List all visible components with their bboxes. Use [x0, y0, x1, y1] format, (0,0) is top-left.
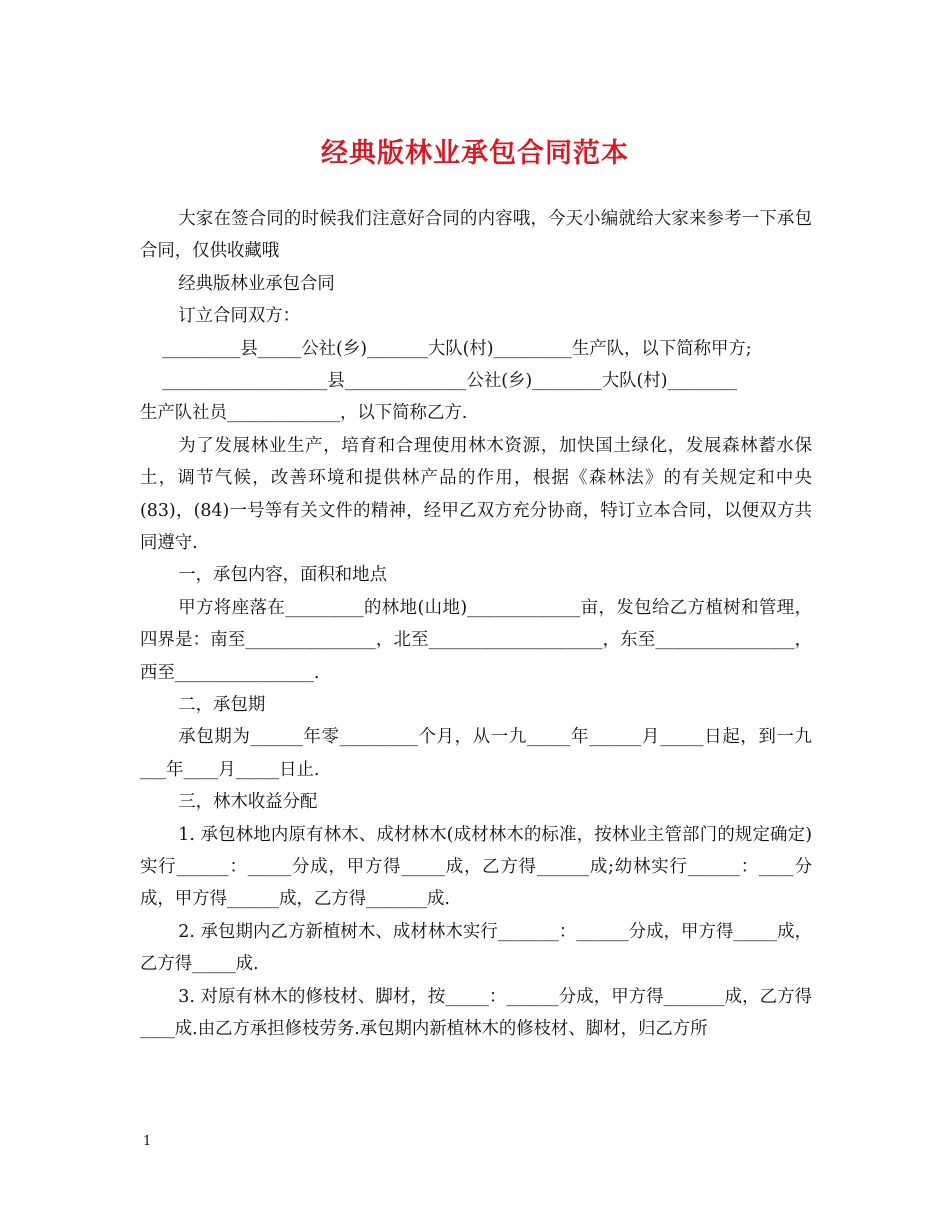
intro-paragraph: 大家在签合同的时候我们注意好合同的内容哦，今天小编就给大家来参考一下承包合同，仅供收藏哦 [140, 209, 812, 262]
page-number: 1 [143, 1134, 152, 1149]
document-title: 经典版林业承包合同范本 [321, 138, 629, 169]
section-3-heading: 三，林木收益分配 [178, 792, 318, 813]
section-1-text: 甲方将座落在_________的林地(山地)_____________亩，发包给乙方植树和管理，四界是：南至_______________，北至____________________，东至________________，西至________________. [140, 597, 812, 683]
section-2-text: 承包期为______年零_________个月，从一九_____年______月_____日起，到一九___年____月_____日止. [140, 727, 812, 780]
party-b-line: ___________________县______________公社(乡)________大队(村)________ [140, 371, 738, 392]
document-body [140, 203, 812, 1046]
contract-heading: 经典版林业承包合同 [178, 273, 335, 294]
clause-3-3: 3. 对原有林木的修枝材、脚材，按_____：______分成，甲方得_______成，乙方得____成.由乙方承担修枝劳务.承包期内新植林木的修枝材、脚材，归乙方所 [140, 986, 812, 1040]
purpose-paragraph: 为了发展林业生产，培育和合理使用林木资源，加快国土绿化，发展森林蓄水保土，调节气候，改善环境和提供林产品的作用，根据《森林法》的有关规定和中央(83)，(84)一号等有关文件的精神，经甲乙双方充分协商，特订立本合同，以便双方共同遵守. [140, 435, 812, 554]
party-a-line: _________县_____公社(乡)_______大队(村)_________生产队，以下简称甲方; [140, 338, 752, 359]
parties-heading: 订立合同双方： [178, 306, 301, 327]
clause-3-2: 2. 承包期内乙方新植树木、成材林木实行_______：______分成，甲方得_____成，乙方得_____成. [140, 921, 812, 975]
section-2-heading: 二，承包期 [178, 695, 266, 716]
clause-3-1: 1. 承包林地内原有林木、成材林木(成材林木的标准，按林业主管部门的规定确定)实行______：_____分成，甲方得_____成，乙方得______成;幼林实行______：____分成，甲方得______成，乙方得_______成. [140, 824, 812, 910]
party-b-member-line: 生产队社员_____________，以下简称乙方. [140, 403, 468, 424]
section-1-heading: 一，承包内容，面积和地点 [178, 565, 387, 586]
